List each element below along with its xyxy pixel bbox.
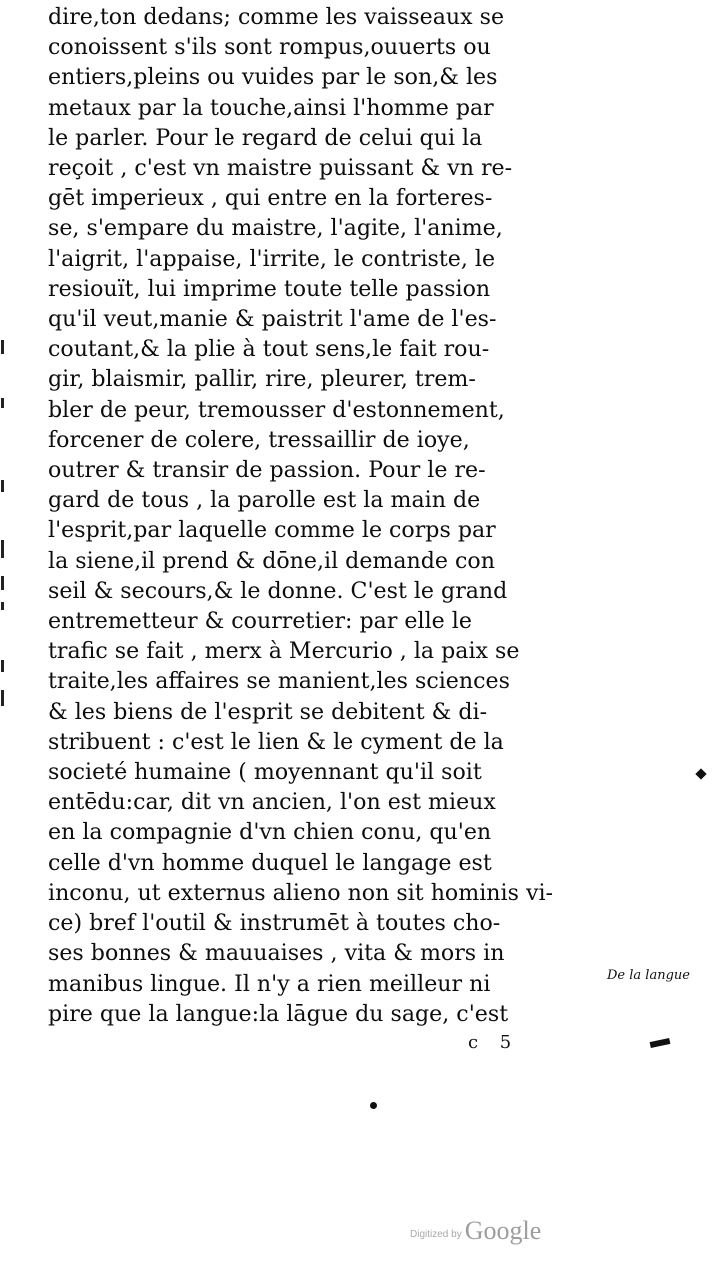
text-line: gir, blaismir, pallir, rire, pleurer, trem- (48, 366, 476, 393)
ink-mark (650, 1038, 671, 1048)
text-line: entēdu:car, dit vn ancien, l'on est mieux (48, 789, 496, 816)
text-line: qu'il veut,manie & paistrit l'ame de l'es- (48, 306, 497, 333)
text-line: entiers,pleins ou vuides par le son,& les (48, 64, 498, 91)
text-line: stribuent : c'est le lien & le cyment de la (48, 728, 504, 755)
text-line: gard de tous , la parolle est la main de (48, 487, 481, 514)
text-line: seil & secours,& le donne. C'est le grand (48, 577, 508, 604)
text-line: se, s'empare du maistre, l'agite, l'anime, (48, 215, 503, 242)
text-line: coutant,& la plie à tout sens,le fait rou- (48, 336, 490, 363)
text-line: conoissent s'ils sont rompus,ouuerts ou (48, 34, 491, 61)
text-line: l'aigrit, l'appaise, l'irrite, le contriste, le (48, 245, 496, 272)
text-line: en la compagnie d'vn chien conu, qu'en (48, 819, 492, 846)
text-line: ses bonnes & mauuaises , vita & mors in (48, 940, 505, 967)
ink-spot (370, 1102, 377, 1109)
digitized-watermark (410, 1216, 541, 1246)
watermark-logo-text: Google (464, 1216, 542, 1245)
text-line: gēt imperieux , qui entre en la forteres- (48, 185, 493, 212)
text-line: trafic se fait , merx à Mercurio , la paix se (48, 638, 520, 665)
ink-mark (695, 768, 706, 779)
body-text (48, 0, 618, 1029)
text-line: le parler. Pour le regard de celui qui la (48, 124, 483, 151)
text-line: reçoit , c'est vn maistre puissant & vn re- (48, 155, 513, 182)
watermark-small-text: Digitized by (410, 1229, 462, 1240)
left-edge-bleedthrough (0, 340, 6, 720)
text-line: dire,ton dedans; comme les vaisseaux se (48, 4, 505, 30)
text-line: resiouït, lui imprime toute telle passion (48, 275, 491, 302)
margin-note: De la langue (607, 968, 690, 983)
text-line: celle d'vn homme duquel le langage est (48, 849, 492, 876)
signature-mark: c 5 (468, 1032, 512, 1053)
text-line: forcener de colere, tressaillir de ioye, (48, 426, 470, 453)
text-line: metaux par la touche,ainsi l'homme par (48, 94, 494, 121)
text-line: traite,les affaires se manient,les sciences (48, 668, 510, 695)
text-line: la siene,il prend & dōne,il demande con (48, 547, 495, 574)
text-line: ce) bref l'outil & instrumēt à toutes cho- (48, 910, 501, 937)
text-line: outrer & transir de passion. Pour le re- (48, 457, 486, 484)
text-line: inconu, ut externus alieno non sit hominis vi- (48, 879, 553, 906)
text-line: bler de peur, tremousser d'estonnement, (48, 396, 505, 423)
text-line: l'esprit,par laquelle comme le corps par (48, 517, 496, 544)
text-line: societé humaine ( moyennant qu'il soit (48, 759, 482, 786)
text-line: pire que la langue:la lāgue du sage, c'est (48, 1000, 509, 1027)
text-line: entremetteur & courretier: par elle le (48, 608, 472, 635)
text-line: manibus lingue. Il n'y a rien meilleur ni (48, 970, 491, 997)
text-line: & les biens de l'esprit se debitent & di- (48, 698, 488, 725)
